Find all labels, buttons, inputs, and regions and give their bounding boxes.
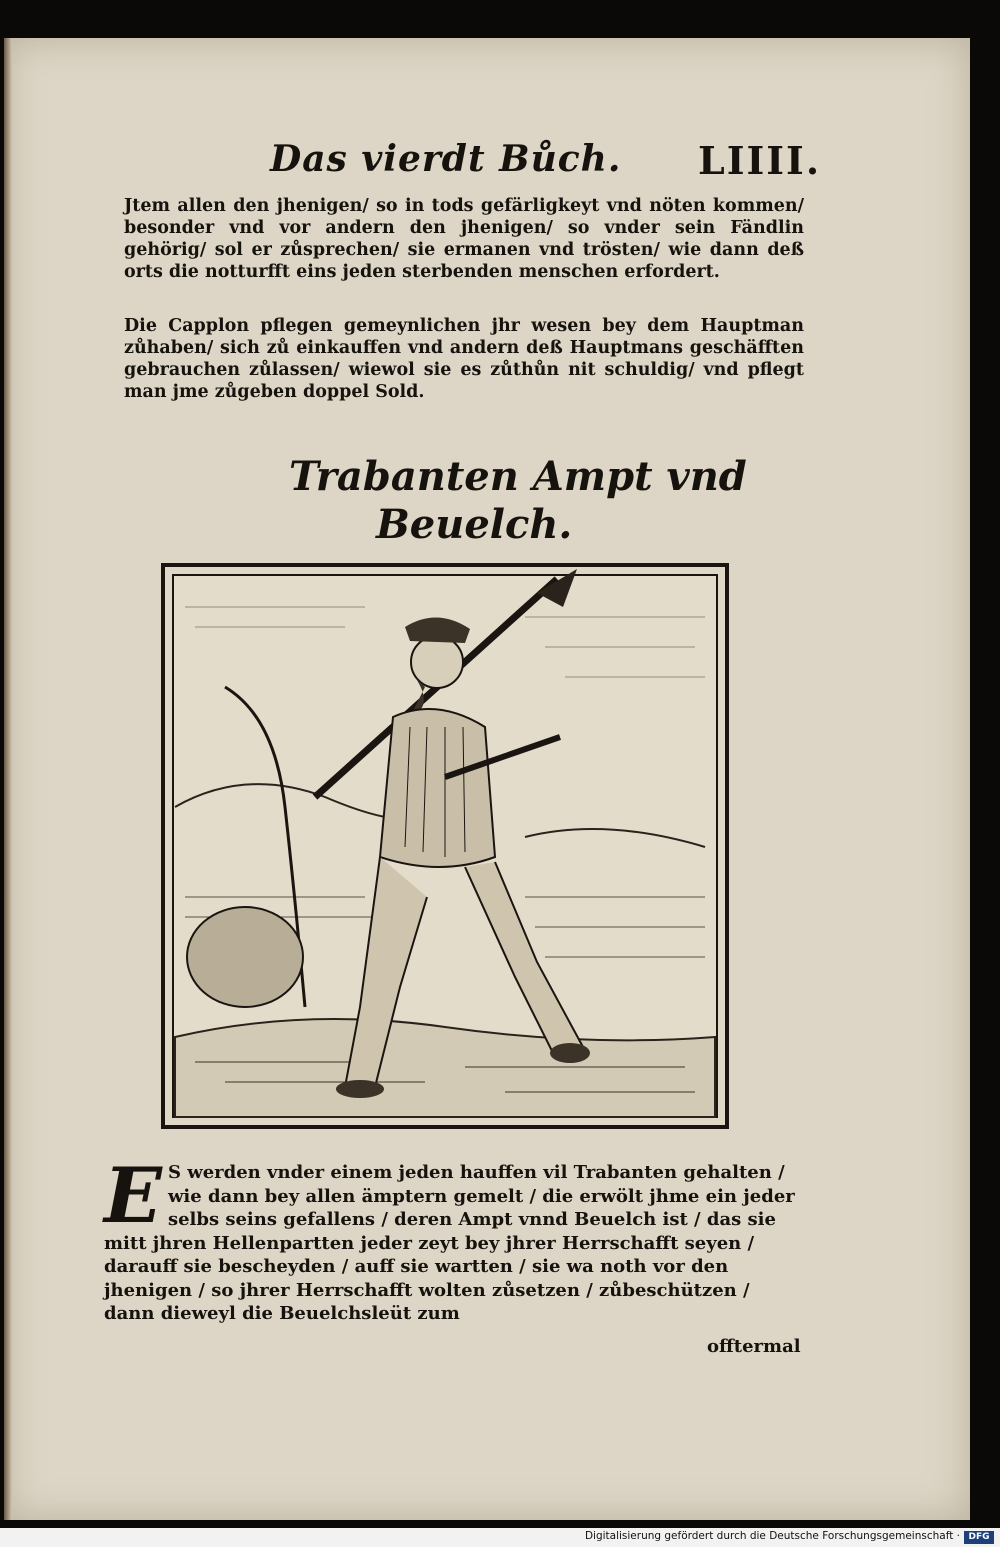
footer-bar xyxy=(0,1528,1000,1547)
running-header xyxy=(4,138,970,188)
book-spine xyxy=(4,38,12,1520)
body-text xyxy=(104,1151,798,1326)
drop-capital: E xyxy=(104,1151,162,1240)
section-heading-line-2: Beuelch. xyxy=(376,501,573,548)
folio-number: LIIII. xyxy=(698,138,822,183)
paragraph-1: Jtem allen den jhenigen/ so in tods gefärligkeyt vnd nöten kommen/ besonder vnd vor andern den jhenigen/ so vnder sein Fändlin gehörig/ sol er zůsprechen/ sie ermanen vnd trösten/ wie dann deß orts die notturfft eins jeden sterbenden menschen erfordert. xyxy=(124,196,804,282)
funding-credit: Digitalisierung gefördert durch die Deutsche Forschungsgemeinschaft · xyxy=(584,1530,960,1542)
book-page xyxy=(4,38,970,1520)
section-heading-line-1: Trabanten Ampt vnd xyxy=(289,453,747,500)
running-title: Das vierdt Bůch. xyxy=(270,138,622,180)
body-paragraph: S werden vnder einem jeden hauffen vil Trabanten gehalten / wie dann bey allen ämptern gemelt / die erwölt jhme ein jeder selbs seins gefallens / deren Ampt vnnd Beuelch ist / das sie mitt jhren Hellenpartten jeder zeyt bey jhrer Herrschafft seyen / darauff sie bescheyden / auff sie wartten / sie wa noth vor den jhenigen / so jhrer Herrschafft wolten zůsetzen / zůbeschützen / dann dieweyl die Beuelchsleüt zum xyxy=(104,1162,795,1324)
woodcut-soldier-image xyxy=(165,567,725,1125)
dfg-logo: DFG xyxy=(964,1531,994,1544)
paragraph-2: Die Capplon pflegen gemeynlichen jhr wesen bey dem Hauptman zůhaben/ sich zů einkauffen vnd andern deß Hauptmans geschäfften gebrauchen zůlassen/ wiewol sie es zůthůn nit schuldig/ vnd pflegt man jme zůgeben doppel Sold. xyxy=(124,316,804,402)
woodcut-illustration xyxy=(161,563,729,1129)
catchword: offtermal xyxy=(707,1336,801,1357)
